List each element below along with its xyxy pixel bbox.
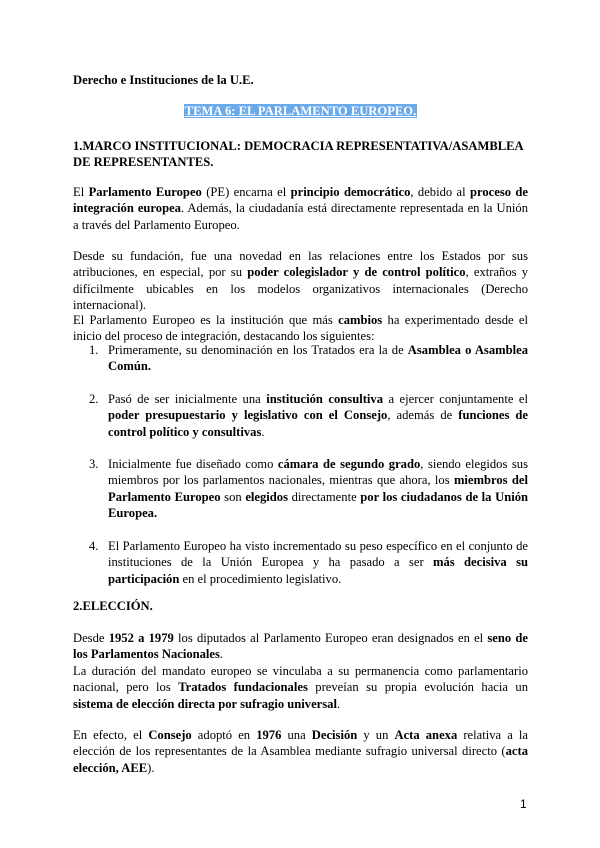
section1-paragraph-3: El Parlamento Europeo es la institución que más cambios ha experimentado desde el inicio del proceso de integración, destacando los siguientes: (73, 313, 529, 344)
list-item-number: 1. (89, 343, 99, 357)
section1-heading: 1.MARCO INSTITUCIONAL: DEMOCRACIA REPRESENTATIVA/ASAMBLEA DE REPRESENTANTES. (73, 139, 523, 170)
document-title: TEMA 6: EL PARLAMENTO EUROPEO. (184, 104, 417, 118)
title-line (73, 103, 528, 119)
list-item-text: Pasó de ser inicialmente una institución consultiva a ejercer conjuntamente el poder presupuestario y legislativo con el Consejo, además de funciones de control político y consultivas. (108, 392, 529, 439)
section2-paragraph-3: En efecto, el Consejo adoptó en 1976 una Decisión y un Acta anexa relativa a la elección de los representantes de la Asamblea mediante sufragio universal directo (acta elección, AEE). (73, 728, 529, 775)
list-item-text: Primeramente, su denominación en los Tratados era la de Asamblea o Asamblea Común. (108, 343, 528, 374)
list-item-number: 3. (89, 457, 99, 471)
page-number: 1 (520, 797, 527, 811)
section1-paragraph-1: El Parlamento Europeo (PE) encarna el principio democrático, debido al proceso de integración europea. Además, la ciudadanía está directamente representada en la Unión a través del Parlamento Europeo. (73, 185, 528, 232)
list-item-text: Inicialmente fue diseñado como cámara de segundo grado, siendo elegidos sus miembros por los parlamentos nacionales, mientras que ahora, los miembros del Parlamento Europeo son elegidos directamente por los ciudadanos de la Unión Europea. (108, 457, 528, 521)
list-item-text: El Parlamento Europeo ha visto incrementado su peso específico en el conjunto de instituciones de la Unión Europea y ha pasado a ser más decisiva su participación en el procedimiento legislativo. (108, 539, 528, 586)
section2-heading: 2.ELECCIÓN. (73, 599, 153, 613)
section2-paragraph-1: Desde 1952 a 1979 los diputados al Parlamento Europeo eran designados en el seno de los Parlamentos Nacionales. (73, 631, 528, 662)
section1-paragraph-2: Desde su fundación, fue una novedad en las relaciones entre los Estados por sus atribuciones, en especial, por su poder colegislador y de control político, extraños y difícilmente ubicables en los modelos organizativos internacionales (Derecho internacional). (73, 249, 529, 313)
list-item-number: 2. (89, 392, 99, 406)
document-page (73, 0, 528, 848)
section2-paragraph-2: La duración del mandato europeo se vinculaba a su permanencia como parlamentario nacional, pero los Tratados fundacionales preveían su propia evolución hacia un sistema de elección directa por sufragio universal. (73, 664, 529, 711)
document-header: Derecho e Instituciones de la U.E. (73, 73, 254, 87)
list-item-number: 4. (89, 539, 99, 553)
